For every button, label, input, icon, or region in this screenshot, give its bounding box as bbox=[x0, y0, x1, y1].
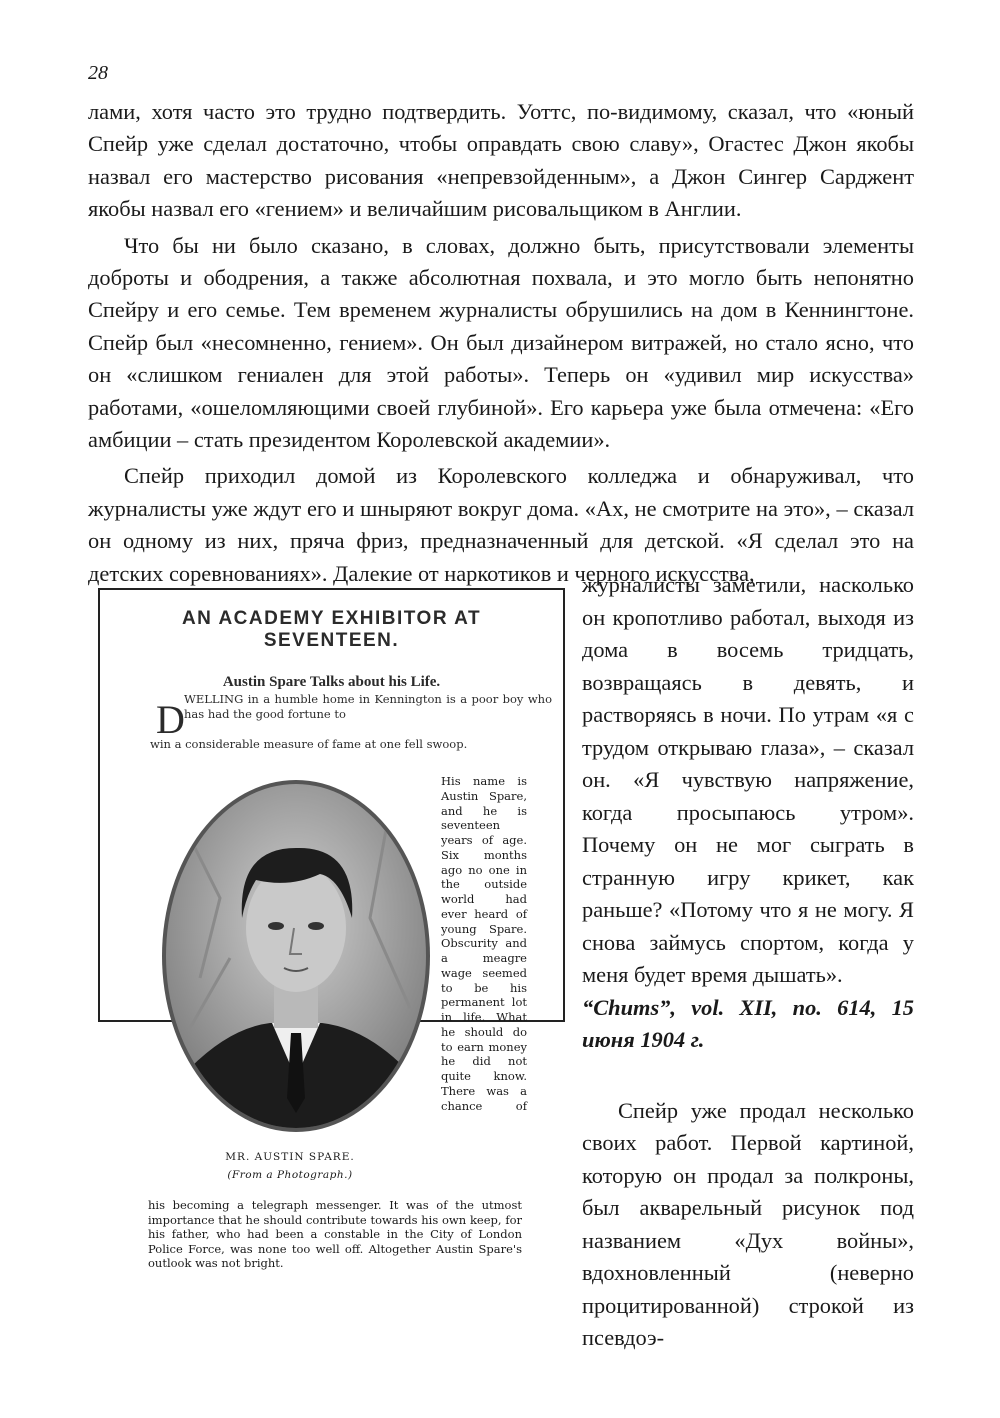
clipping-lead-2: win a considerable measure of fame at one fell swoop. bbox=[150, 737, 468, 751]
clipping-lead: WELLING in a humble home in Kennington is a poor boy who has had the good fortune to bbox=[184, 692, 552, 721]
paragraph-3: Спейр приходил домой из Королевского колледжа и обнаруживал, что журналисты уже ждут его и шныряют вокруг дома. «Ах, не смотрите на это», – сказал он одному из них, пряча фриз, предназначенный для детской. «Я сделал это на детских соревнованиях». Далекие от наркотиков и черного искусства, bbox=[88, 463, 914, 586]
paragraph-1: лами, хотя часто это трудно подтвердить. Уоттс, по-видимому, сказал, что «юный Спейр уже сделал достаточно, чтобы оправдать свою славу», Огастес Джон якобы назвал его мастерство рисования «непревзойденным», а Джон Сингер Сарджент якобы назвал его «гением» и величайшим рисовальщиком в Англии. bbox=[88, 99, 914, 222]
portrait-icon bbox=[160, 778, 432, 1134]
photo-caption-name: MR. AUSTIN SPARE. bbox=[225, 1151, 355, 1163]
clipping-subtitle: Austin Spare Talks about his Life. bbox=[222, 674, 441, 690]
clipping-title-line-2: SEVENTEEN. bbox=[263, 630, 400, 651]
clipping-title bbox=[100, 608, 563, 652]
portrait-photo bbox=[160, 778, 432, 1134]
clipping-narrow-column: His name is Austin Spare, and he is seventeen years of age. Six months ago no one in the outside world had ever heard of young Spare. Obscurity and a meagre wage seemed to be his permanent lot in life. What he should do to earn money he did not quite know. There was a chance of bbox=[441, 774, 527, 1113]
photo-caption bbox=[150, 1148, 430, 1184]
right-column bbox=[582, 569, 914, 1355]
right-column-paragraph: журналисты заметили, насколько он кропотливо работал, выходя из дома в восемь тридцать, возвращаясь в девять, и растворяясь в ночи. По утрам «я с трудом открываю глаза», – сказал он. «Я чувствую напряжение, когда просыпаюсь утром». Почему он не мог сыграть в странную игру крикет, как раньше? «Потому что я не могу. Я снова займусь спортом, когда у меня будет время дышать». bbox=[582, 572, 914, 987]
figure-caption: “Chums”, vol. XII, no. 614, 15 июня 1904 г. bbox=[582, 994, 914, 1052]
page-number: 28 bbox=[88, 62, 108, 84]
right-column-paragraph-after: Спейр уже продал несколько своих работ. Первой картиной, которую он продал за полкроны, был акварельный рисунок под названием «Дух войны», вдохновленный (неверно процитированной) строкой из псевдоэ- bbox=[582, 1097, 914, 1350]
clipping-dropcap: D bbox=[156, 697, 185, 742]
clipping-title-line-1: AN ACADEMY EXHIBITOR AT bbox=[181, 608, 482, 629]
photo-caption-credit: (From a Photograph.) bbox=[227, 1169, 353, 1181]
paragraph-2: Что бы ни было сказано, в словах, должно быть, присутствовали элементы доброты и ободрения, а также абсолютная похвала, и это могло быть непонятно Спейру и его семье. Тем временем журналисты обрушились на дом в Кеннингтоне. Спейр был «несомненно, гением». Он был дизайнером витражей, но стало ясно, что он «слишком гениален для этой работы». Теперь он «удивил мир искусства» работами, «ошеломляющими своей глубиной». Его карьера уже была отмечена: «Его амбиции – стать президентом Королевской академии». bbox=[88, 232, 914, 453]
clipping-bottom-text: his becoming a telegraph messenger. It was of the utmost importance that he should contribute towards his own keep, for his father, who had been a constable in the City of London Police Force, was none too well off. Altogether Austin Spare's outlook was not bright. bbox=[148, 1198, 522, 1270]
main-text-top bbox=[88, 96, 914, 590]
